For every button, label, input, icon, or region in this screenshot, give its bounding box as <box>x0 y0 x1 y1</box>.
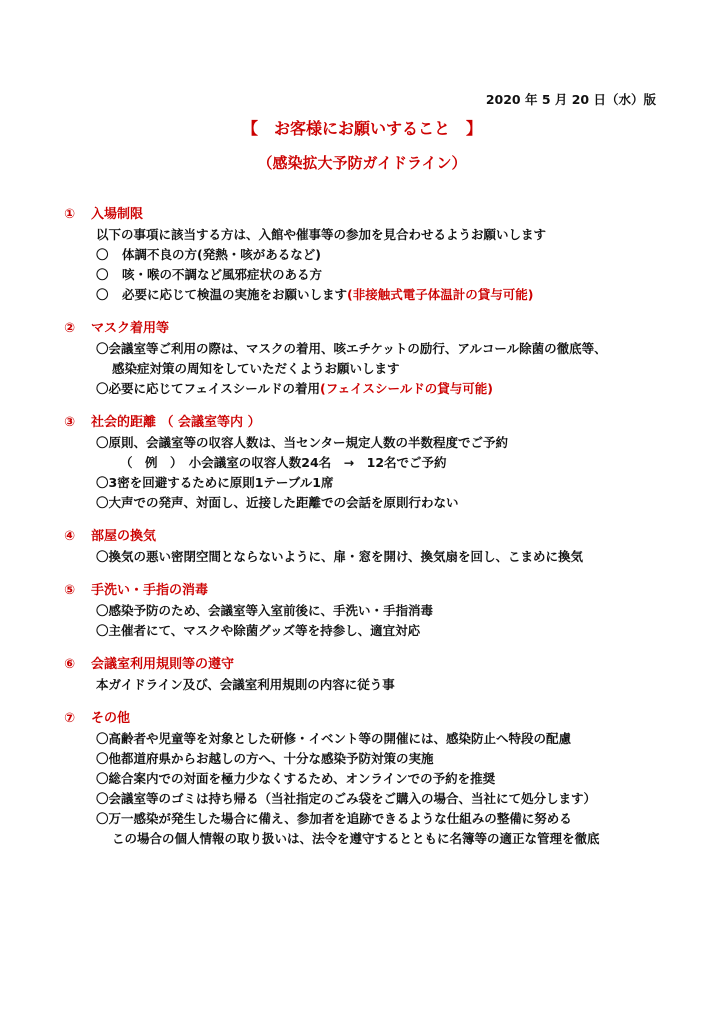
section-number: ② <box>64 321 76 336</box>
section-heading <box>64 205 684 225</box>
section-social-distance <box>64 413 684 513</box>
list-item: 〇 体調不良の方(発熱・咳があるなど) <box>64 245 684 265</box>
section-number: ⑤ <box>64 583 76 598</box>
section-intro: 以下の事項に該当する方は、入館や催事等の参加を見合わせるようお願いします <box>96 227 547 242</box>
section-title: 部屋の換気 <box>91 529 157 544</box>
section-heading <box>64 319 684 339</box>
list-item: 〇会議室等ご利用の際は、マスクの着用、咳エチケットの励行、アルコール除菌の徹底等、 <box>96 341 607 356</box>
bullet-circle-icon: 〇 <box>96 287 109 302</box>
list-item-continuation: 感染症対策の周知をしていただくようお願いします <box>112 361 400 376</box>
bullet-circle-icon: 〇 <box>96 247 109 262</box>
list-item: 〇会議室等のゴミは持ち帰る（当社指定のごみ袋をご購入の場合、当社にて処分します） <box>96 791 597 806</box>
section-title: その他 <box>91 711 131 726</box>
list-item: 〇万一感染が発生した場合に備え、参加者を追跡できるような仕組みの整備に努める <box>96 811 572 826</box>
list-item: 〇必要に応じてフェイスシールドの着用(フェイスシールドの貸与可能) <box>96 381 493 396</box>
list-item: 〇総合案内での対面を極力少なくするため、オンラインでの予約を推奨 <box>96 771 496 786</box>
section-heading <box>64 709 684 729</box>
section-heading <box>64 655 684 675</box>
page-title: 【 お客様にお願いすること 】 <box>241 119 482 138</box>
list-item: 〇 咳・喉の不調など風邪症状のある方 <box>64 265 684 285</box>
section-handwashing <box>64 581 684 641</box>
section-title: 手洗い・手指の消毒 <box>91 583 209 598</box>
bullet-circle-icon: 〇 <box>96 267 109 282</box>
section-ventilation <box>64 527 684 567</box>
list-item: 本ガイドライン及び、会議室利用規則の内容に従う事 <box>96 677 395 692</box>
list-item: 〇主催者にて、マスクや除菌グッズ等を持参し、適宜対応 <box>96 623 421 638</box>
edition-date: 2020 年 5 月 20 日（水）版 <box>485 92 656 107</box>
list-item-continuation: この場合の個人情報の取り扱いは、法令を遵守するとともに名簿等の適正な管理を徹底 <box>112 831 600 846</box>
section-title: 入場制限 <box>91 207 144 222</box>
section-number: ⑥ <box>64 657 76 672</box>
list-item: 〇高齢者や児童等を対象とした研修・イベント等の開催には、感染防止へ特段の配慮 <box>96 731 572 746</box>
page-subtitle: （感染拡大予防ガイドライン） <box>257 154 467 172</box>
list-item: 〇換気の悪い密閉空間とならないように、扉・窓を開け、換気扇を回し、こまめに換気 <box>96 549 584 564</box>
section-heading <box>64 413 684 433</box>
lending-note: (非接触式電子体温計の貸与可能) <box>347 287 534 302</box>
section-title: マスク着用等 <box>91 321 170 336</box>
example-line: （ 例 ） 小会議室の収容人数24名 → 12名でご予約 <box>120 455 447 470</box>
section-number: ⑦ <box>64 711 76 726</box>
section-title: 会議室利用規則等の遵守 <box>91 657 235 672</box>
section-heading <box>64 581 684 601</box>
list-item: 〇他都道府県からお越しの方へ、十分な感染予防対策の実施 <box>96 751 434 766</box>
list-item: 〇大声での発声、対面し、近接した距離での会話を原則行わない <box>96 495 459 510</box>
list-item: 〇原則、会議室等の収容人数は、当センター規定人数の半数程度でご予約 <box>96 435 509 450</box>
guideline-sections <box>64 205 684 863</box>
list-item: 〇 必要に応じて検温の実施をお願いします(非接触式電子体温計の貸与可能) <box>64 285 684 305</box>
section-number: ③ <box>64 415 76 430</box>
section-entry-restriction <box>64 205 684 305</box>
section-heading <box>64 527 684 547</box>
section-mask <box>64 319 684 399</box>
section-other <box>64 709 684 849</box>
section-title: 社会的距離 （ 会議室等内 ） <box>91 415 261 430</box>
list-item: 〇感染予防のため、会議室等入室前後に、手洗い・手指消毒 <box>96 603 434 618</box>
list-item: 〇3密を回避するために原則1テーブル1席 <box>96 475 334 490</box>
lending-note: (フェイスシールドの貸与可能) <box>320 381 493 396</box>
section-number: ④ <box>64 529 76 544</box>
section-number: ① <box>64 207 76 222</box>
section-rules <box>64 655 684 695</box>
